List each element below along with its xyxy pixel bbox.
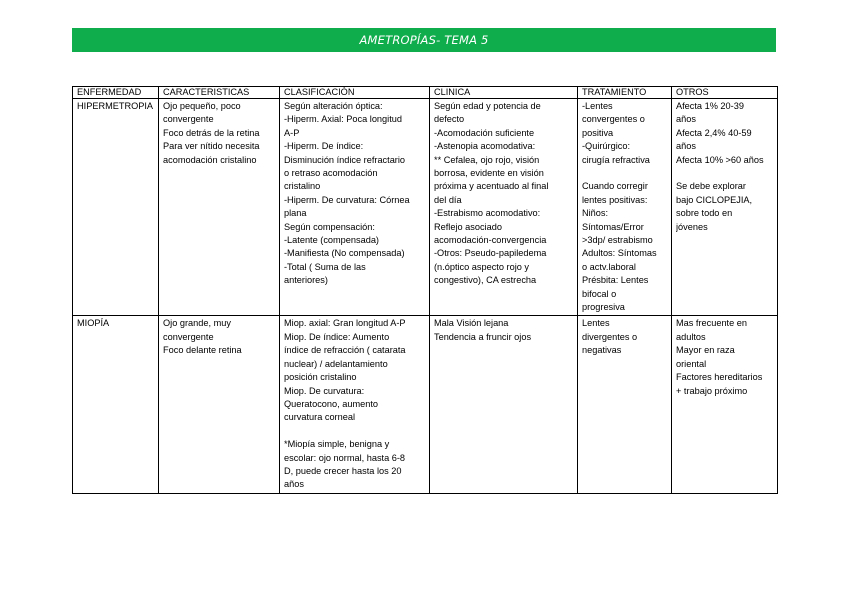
cell-caracteristicas: [159, 99, 280, 316]
cell-line: [284, 425, 425, 438]
cell-line: curvatura corneal: [284, 412, 355, 423]
cell-line: oriental: [676, 358, 707, 369]
cell-otros: [672, 99, 778, 316]
cell-line: -Hiperm. Axial: Poca longitud: [284, 114, 402, 125]
cell-line: borrosa, evidente en visión: [434, 168, 544, 179]
cell-line: Factores hereditarios: [676, 372, 763, 383]
header-caracteristicas: CARACTERISTICAS: [159, 87, 280, 99]
cell-clinica: [430, 316, 578, 493]
header-clasificacion: CLASIFICACIÓN: [280, 87, 430, 99]
cell-line: Según alteración óptica:: [284, 101, 383, 111]
cell-line: defecto: [434, 114, 465, 125]
cell-line: del día: [434, 194, 462, 205]
cell-line: Mala Visión lejana: [434, 318, 509, 329]
cell-line: Ojo pequeño, poco: [163, 101, 241, 111]
page-title: AMETROPÍAS- TEMA 5: [359, 33, 489, 47]
cell-line: Cuando corregir: [582, 181, 648, 192]
cell-line: años: [284, 479, 304, 490]
cell-line: -Hiperm. De curvatura: Córnea: [284, 194, 410, 205]
cell-otros: [672, 316, 778, 493]
cell-line: + trabajo próximo: [676, 385, 748, 396]
cell-line: años: [676, 141, 696, 152]
cell-line: Afecta 10% >60 años: [676, 154, 764, 165]
cell-line: Para ver nítido necesita: [163, 141, 260, 152]
table-row-miopia: [73, 316, 778, 493]
cell-line: bifocal o: [582, 288, 617, 299]
cell-line: D, puede crecer hasta los 20: [284, 465, 402, 476]
cell-line: -Astenopia acomodativa:: [434, 141, 536, 152]
cell-line: bajo CICLOPEJIA,: [676, 194, 753, 205]
cell-line: Afecta 2,4% 40-59: [676, 127, 752, 138]
cell-line: Miop. De curvatura:: [284, 385, 365, 396]
cell-line: Lentes: [582, 318, 610, 329]
cell-line: -Manifiesta (No compensada): [284, 248, 405, 259]
cell-line: Reflejo asociado: [434, 221, 502, 232]
cell-line: Ojo grande, muy: [163, 318, 231, 329]
cell-line: -Quirúrgico:: [582, 141, 630, 152]
cell-line: (n.óptico aspecto rojo y: [434, 261, 529, 272]
cell-line: *Miopía simple, benigna y: [284, 439, 390, 450]
cell-line: jóvenes: [676, 221, 708, 232]
cell-line: Niños:: [582, 208, 609, 219]
cell-line: Foco delante retina: [163, 345, 242, 356]
cell-line: Queratocono, aumento: [284, 398, 378, 409]
cell-line: -Total ( Suma de las: [284, 261, 366, 272]
cell-line: cirugía refractiva: [582, 154, 650, 165]
cell-line: nuclear) / adelantamiento: [284, 358, 388, 369]
cell-line: -Otros: Pseudo-papiledema: [434, 248, 547, 259]
cell-line: -Acomodación suficiente: [434, 127, 535, 138]
cell-line: convergentes o: [582, 114, 645, 125]
cell-line: Miop. axial: Gran longitud A-P: [284, 318, 406, 329]
cell-line: Miop. De índice: Aumento: [284, 331, 390, 342]
title-banner: [72, 28, 776, 52]
cell-clasificacion: [280, 99, 430, 316]
cell-line: >3dp/ estrabismo: [582, 235, 653, 246]
cell-caracteristicas: [159, 316, 280, 493]
cell-line: Tendencia a fruncir ojos: [434, 331, 532, 342]
cell-line: convergente: [163, 114, 214, 125]
cell-line: índice de refracción ( catarata: [284, 345, 406, 356]
cell-line: negativas: [582, 345, 622, 356]
cell-line: años: [676, 114, 696, 125]
cell-line: plana: [284, 208, 307, 219]
cell-line: Según compensación:: [284, 221, 375, 232]
cell-line: acomodación-convergencia: [434, 235, 547, 246]
cell-line: HIPERMETROPIA: [77, 101, 154, 111]
cell-line: progresiva: [582, 302, 625, 313]
cell-line: Présbita: Lentes: [582, 275, 649, 286]
header-otros: OTROS: [672, 87, 778, 99]
cell-line: -Lentes: [582, 101, 613, 111]
cell-tratamiento: [578, 99, 672, 316]
cell-line: divergentes o: [582, 331, 638, 342]
table-row-hipermetropia: [73, 99, 778, 316]
cell-line: MIOPÍA: [77, 318, 110, 329]
cell-line: Adultos: Síntomas: [582, 248, 657, 259]
ametropias-table: [72, 86, 778, 494]
cell-line: [676, 167, 773, 180]
cell-line: anteriores): [284, 275, 328, 286]
cell-clinica: [430, 99, 578, 316]
cell-tratamiento: [578, 316, 672, 493]
cell-line: -Hiperm. De índice:: [284, 141, 364, 152]
cell-line: positiva: [582, 127, 614, 138]
cell-line: Foco detrás de la retina: [163, 127, 260, 138]
cell-line: o actv.laboral: [582, 261, 636, 272]
cell-line: Síntomas/Error: [582, 221, 644, 232]
cell-line: próxima y acentuado al final: [434, 181, 549, 192]
cell-line: Afecta 1% 20-39: [676, 101, 744, 111]
cell-line: sobre todo en: [676, 208, 733, 219]
cell-line: -Estrabismo acomodativo:: [434, 208, 541, 219]
cell-line: Se debe explorar: [676, 181, 746, 192]
cell-line: convergente: [163, 331, 214, 342]
cell-enfermedad: [73, 316, 159, 493]
cell-clasificacion: [280, 316, 430, 493]
header-tratamiento: TRATAMIENTO: [578, 87, 672, 99]
cell-line: Según edad y potencia de: [434, 101, 541, 111]
cell-line: ** Cefalea, ojo rojo, visión: [434, 154, 540, 165]
cell-line: congestivo), CA estrecha: [434, 275, 537, 286]
cell-line: adultos: [676, 331, 706, 342]
cell-line: lentes positivas:: [582, 194, 648, 205]
cell-line: Mas frecuente en: [676, 318, 747, 329]
cell-line: escolar: ojo normal, hasta 6-8: [284, 452, 406, 463]
cell-line: o retraso acomodación: [284, 168, 378, 179]
cell-line: A-P: [284, 127, 300, 138]
cell-line: -Latente (compensada): [284, 235, 379, 246]
header-clinica: CLINICA: [430, 87, 578, 99]
header-row: [73, 87, 778, 99]
cell-line: Disminución índice refractario: [284, 154, 406, 165]
cell-line: [582, 167, 667, 180]
cell-line: Mayor en raza: [676, 345, 735, 356]
header-enfermedad: ENFERMEDAD: [73, 87, 159, 99]
cell-line: posición cristalino: [284, 372, 357, 383]
cell-line: cristalino: [284, 181, 321, 192]
cell-enfermedad: [73, 99, 159, 316]
cell-line: acomodación cristalino: [163, 154, 257, 165]
